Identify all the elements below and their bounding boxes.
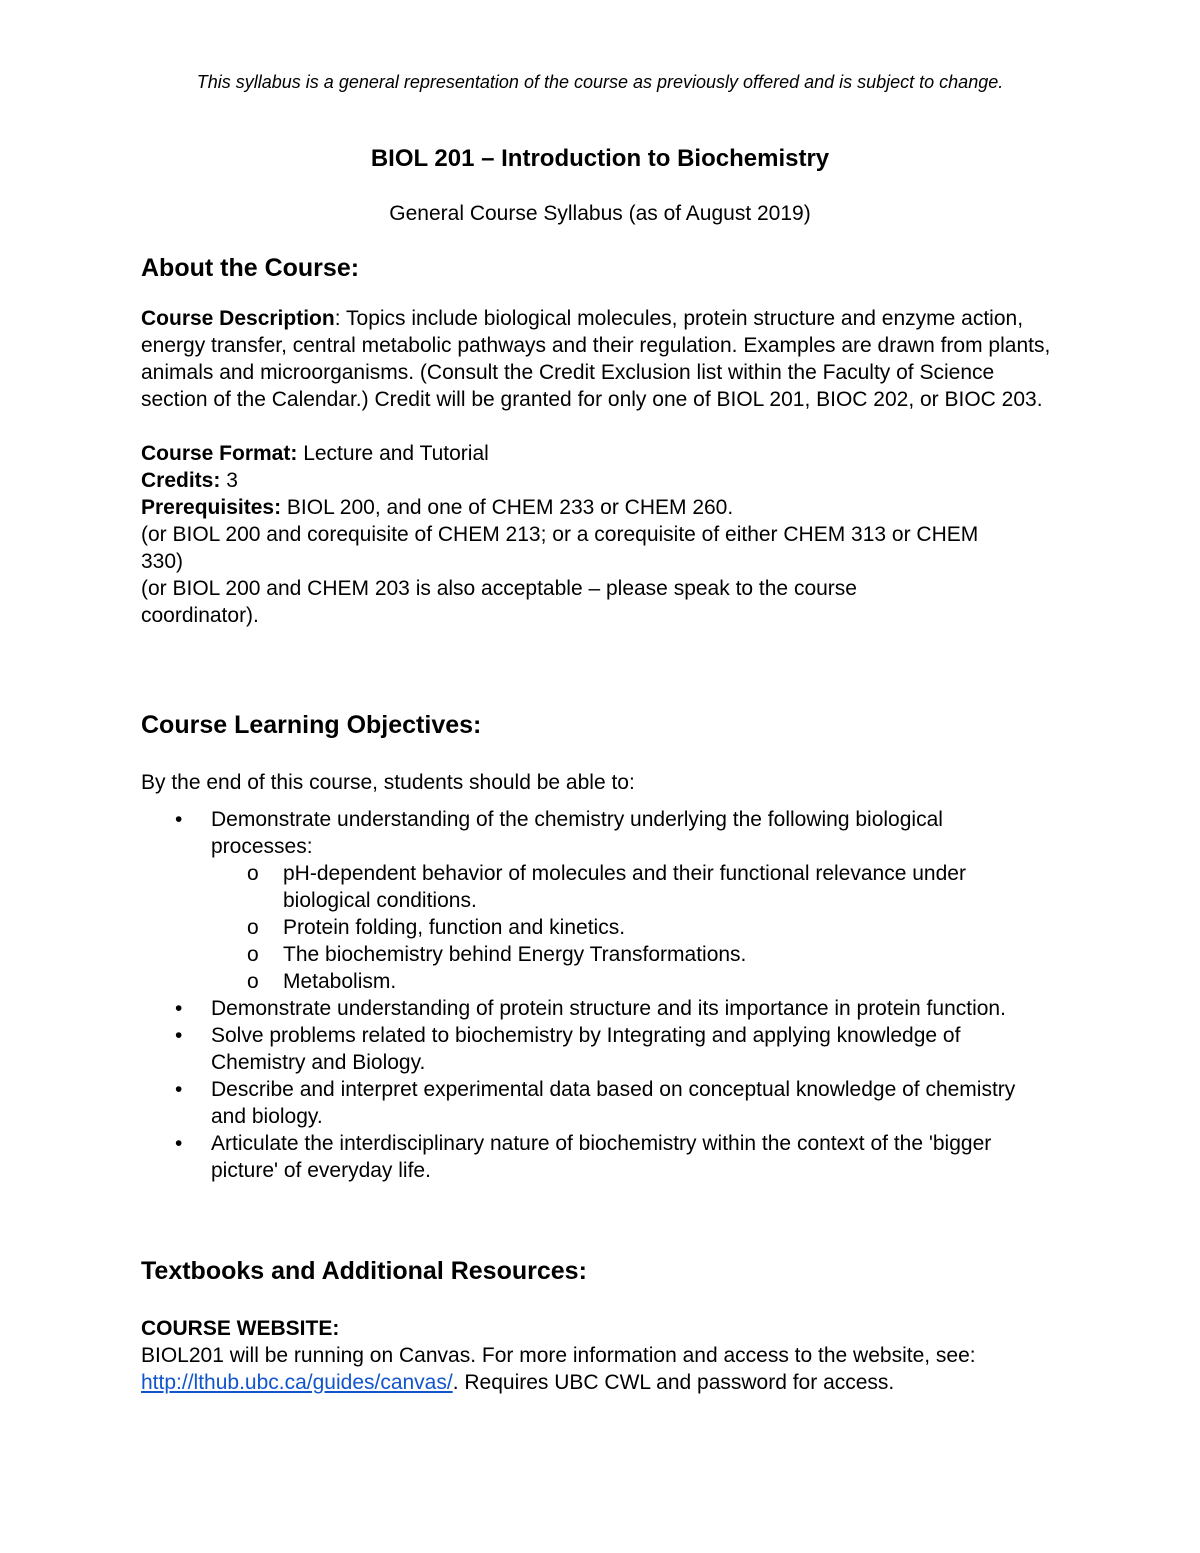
objective-item: • Demonstrate understanding of the chemistry underlying the following biological processes: o pH-dependent behavior of molecules and their functional relevance under biological conditions. o Protein folding, function and kinetics. o The biochemistry behind Energy Transformations. o Metabolism. <box>211 806 1056 995</box>
objective-item: • Articulate the interdisciplinary nature of biochemistry within the context of the 'bigger picture' of everyday life. <box>175 1132 992 1182</box>
course-title: BIOL 201 – Introduction to Biochemistry <box>370 145 830 172</box>
circle-bullet-icon: o <box>247 970 259 993</box>
credits-label: Credits: <box>141 469 221 492</box>
prerequisites <box>141 494 1056 521</box>
about-section <box>141 252 1056 629</box>
objective-item: • Solve problems related to biochemistry by Integrating and applying knowledge of Chemistry and Biology. <box>175 1024 961 1074</box>
bullet-icon: • <box>175 1078 183 1101</box>
bullet-icon: • <box>175 808 183 831</box>
objective-sublist <box>211 860 1056 995</box>
prerequisites-note-2: (or BIOL 200 and CHEM 203 is also acceptable – please speak to the course coordinator). <box>141 577 857 627</box>
prerequisites-label: Prerequisites: <box>141 496 282 519</box>
objective-subitem: o pH-dependent behavior of molecules and their functional relevance under biological conditions. <box>247 862 966 912</box>
course-website-text: BIOL201 will be running on Canvas. For more information and access to the website, see: http://lthub.ubc.ca/guides/canvas/. Requires UBC CWL and password for access. <box>141 1344 976 1394</box>
objective-item: • Describe and interpret experimental data based on conceptual knowledge of chemistry and biology. <box>175 1078 1016 1128</box>
objectives-heading: Course Learning Objectives: <box>141 711 482 739</box>
course-description <box>141 305 1056 413</box>
objective-subitem: o The biochemistry behind Energy Transformations. <box>247 943 747 966</box>
objective-subitem: o Metabolism. <box>247 970 397 993</box>
course-format <box>141 440 1056 467</box>
canvas-guide-link[interactable]: http://lthub.ubc.ca/guides/canvas/ <box>141 1371 453 1394</box>
objectives-list <box>141 806 1056 1184</box>
course-website-label: COURSE WEBSITE: <box>141 1317 340 1340</box>
bullet-icon: • <box>175 1132 183 1155</box>
credits-value: 3 <box>220 469 238 492</box>
resources-heading: Textbooks and Additional Resources: <box>141 1257 587 1285</box>
course-format-label: Course Format: <box>141 442 298 465</box>
credits <box>141 467 1056 494</box>
disclaimer-note: This syllabus is a general representation of the course as previously offered and is subject to change. <box>196 72 1004 92</box>
about-heading: About the Course: <box>141 254 360 282</box>
resources-section <box>141 1255 1056 1396</box>
circle-bullet-icon: o <box>247 916 259 939</box>
course-format-value: Lecture and Tutorial <box>297 442 489 465</box>
objectives-section <box>141 709 1056 1184</box>
bullet-icon: • <box>175 1024 183 1047</box>
circle-bullet-icon: o <box>247 862 259 885</box>
circle-bullet-icon: o <box>247 943 259 966</box>
bullet-icon: • <box>175 997 183 1020</box>
objectives-intro: By the end of this course, students should be able to: <box>141 771 635 794</box>
prerequisites-note-1: (or BIOL 200 and corequisite of CHEM 213; or a corequisite of either CHEM 313 or CHEM 330) <box>141 523 979 573</box>
objective-subitem: o Protein folding, function and kinetics. <box>247 916 626 939</box>
course-subtitle: General Course Syllabus (as of August 2019) <box>389 202 811 225</box>
prerequisites-value: BIOL 200, and one of CHEM 233 or CHEM 260. <box>281 496 734 519</box>
objective-item: • Demonstrate understanding of protein structure and its importance in protein function. <box>175 997 1006 1020</box>
course-description-text: : Topics include biological molecules, protein structure and enzyme action, energy transfer, central metabolic pathways and their regulation. Examples are drawn from plants, animals and microorganisms. (Consult the Credit Exclusion list within the Faculty of Science section of the Calendar.) Credit will be granted for only one of BIOL 201, BIOC 202, or BIOC 203. <box>141 307 1051 411</box>
course-description-label: Course Description <box>141 307 335 330</box>
